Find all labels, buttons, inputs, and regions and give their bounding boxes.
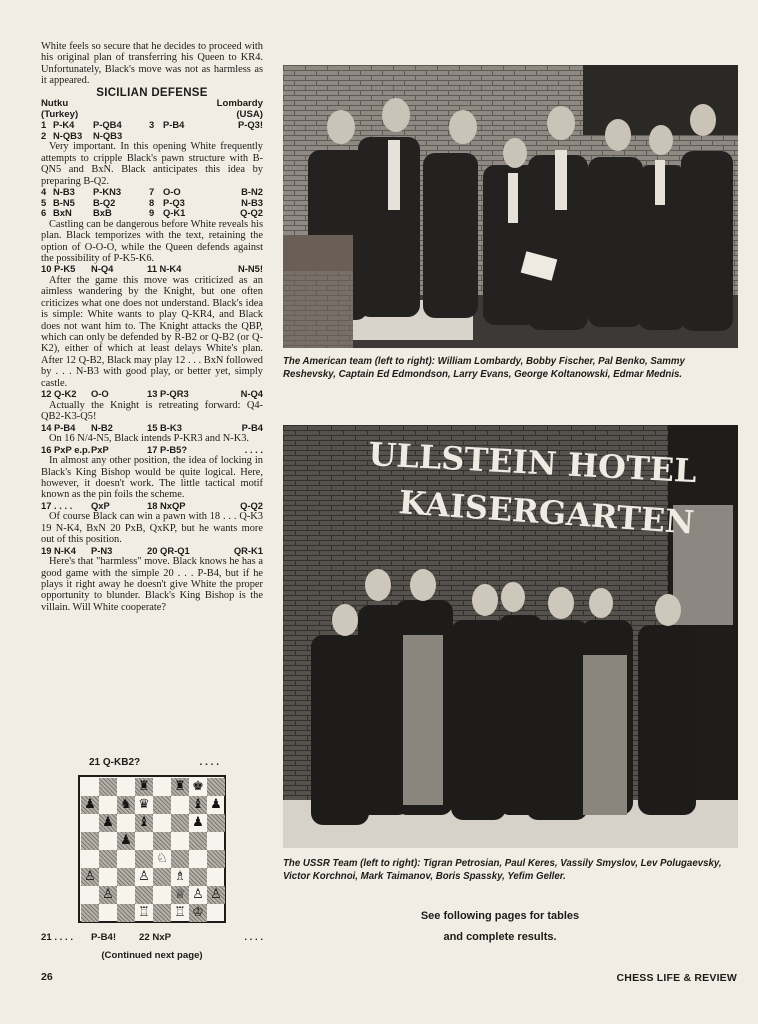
move-cell: 9 <box>149 207 155 219</box>
commentary-7: Of course Black can win a pawn with 18 . . . Q-K3 19 N-K4, BxN 20 PxB, QxKP, but he wants more out of this position. <box>41 511 263 546</box>
commentary-8: Here's that "harmless" move. Black knows he has a good game with the simple 20 . . . P-B4, but if he plays it right away he doesn't give White the proper opportunity to blunder. Black's King Bishop is the villain. Will White cooperate? <box>41 556 263 613</box>
move-cell: Q-Q2 <box>240 207 263 219</box>
board-square <box>99 814 117 832</box>
move-cell: N-QB3 <box>53 129 83 141</box>
chess-piece: ♕ <box>174 887 186 902</box>
move-cell: P-N3 <box>91 544 113 556</box>
diagram-move: 21 Q-KB2? <box>89 757 141 768</box>
board-square <box>189 796 207 814</box>
commentary-4: Actually the Knight is retreating forward: Q4-QB2-K3-Q5! <box>41 399 263 423</box>
move-cell: P-KN3 <box>93 186 122 198</box>
chess-piece: ♚ <box>192 779 204 794</box>
board-square <box>135 778 153 796</box>
chess-piece: ♙ <box>84 869 96 884</box>
board-square <box>81 850 99 868</box>
board-square <box>189 832 207 850</box>
board-square <box>99 904 117 922</box>
board-square <box>207 904 225 922</box>
chess-piece: ♟ <box>84 797 96 812</box>
board-square <box>171 850 189 868</box>
move-cell: 7 <box>149 186 155 198</box>
move-cell: B-Q2 <box>93 196 116 208</box>
moves-block-f <box>41 445 263 456</box>
chess-piece: ♟ <box>210 797 222 812</box>
board-square <box>135 904 153 922</box>
board-square <box>171 886 189 904</box>
chess-diagram <box>78 775 226 923</box>
move-cell: 11 N-K4 <box>147 263 182 275</box>
board-square <box>171 904 189 922</box>
board-square <box>81 778 99 796</box>
move-cell: 14 P-B4 <box>41 421 76 433</box>
move-cell: 15 B-K3 <box>147 421 182 433</box>
white-country: (Turkey) <box>41 108 79 120</box>
move-cell: B-N5 <box>53 196 75 208</box>
move-cell: 10 P-K5 <box>41 263 76 275</box>
board-square <box>189 904 207 922</box>
move-cell: P-K4 <box>53 119 75 131</box>
move-cell: P-Q3! <box>237 119 263 131</box>
move-cell: 6 <box>41 207 47 219</box>
move-cell: BxB <box>93 207 112 219</box>
continued-note: (Continued next page) <box>101 950 203 961</box>
chess-piece: ♝ <box>138 815 150 830</box>
chess-piece: ♖ <box>174 905 186 920</box>
moves-block-c <box>41 264 263 275</box>
board-square <box>117 778 135 796</box>
move-cell: 2 <box>41 129 47 141</box>
american-team-caption: The American team (left to right): William Lombardy, Bobby Fischer, Pal Benko, Sammy Reshevsky, Captain Ed Edmondson, Larry Evans, George Koltanowski, Edmar Mednis. <box>283 356 685 381</box>
board-square <box>171 814 189 832</box>
board-square <box>153 814 171 832</box>
board-square <box>81 832 99 850</box>
move-cell <box>163 131 203 142</box>
board-square <box>135 832 153 850</box>
move-cell: N-B3 <box>53 186 75 198</box>
move-cell: BxN <box>53 207 72 219</box>
move-cell: P-B4! <box>91 932 117 943</box>
board-square <box>153 868 171 886</box>
move-cell: 4 <box>41 186 47 198</box>
move-cell: 1 <box>41 119 47 131</box>
move-cell: N-Q4 <box>240 388 263 400</box>
article-column <box>41 41 263 613</box>
see-line-2: and complete results. <box>443 931 557 943</box>
chess-piece: ♙ <box>102 887 114 902</box>
board-square <box>153 778 171 796</box>
move-cell: O-O <box>91 388 109 400</box>
hotel-sign-line-2: KAISERGARTEN <box>397 483 696 542</box>
board-square <box>135 796 153 814</box>
chess-piece: ♜ <box>138 779 150 794</box>
board-square <box>117 814 135 832</box>
board-square <box>189 814 207 832</box>
move-cell: 12 Q-K2 <box>41 388 77 400</box>
move-cell: P-B4 <box>163 119 185 131</box>
move-cell: QxP <box>91 499 110 511</box>
move-cell: Q-Q2 <box>240 499 263 511</box>
board-square <box>207 796 225 814</box>
board-square <box>189 850 207 868</box>
move-cell: 20 QR-Q1 <box>147 544 190 556</box>
move-cell: 21 . . . . <box>41 932 73 943</box>
board-square <box>117 904 135 922</box>
move-cell: N-QB3 <box>93 129 123 141</box>
board-square <box>135 868 153 886</box>
commentary-2: Castling can be dangerous before White reveals his plan. Black temporizes with the text, retaining the option of O-O-O, while the Queen defends against the possibility of P-K5-K6. <box>41 218 263 265</box>
chess-piece: ♘ <box>156 851 168 866</box>
board-square <box>171 796 189 814</box>
diagram-caption <box>89 757 219 768</box>
board-square <box>171 868 189 886</box>
board-square <box>99 868 117 886</box>
board-square <box>189 886 207 904</box>
diagram-dots: . . . . <box>199 757 219 768</box>
black-country: (USA) <box>236 108 263 120</box>
chess-piece: ♖ <box>138 905 150 920</box>
chess-piece: ♟ <box>120 833 132 848</box>
board-square <box>99 850 117 868</box>
board-square <box>99 778 117 796</box>
move-cell <box>203 131 263 142</box>
opening-heading: SICILIAN DEFENSE <box>96 86 208 99</box>
board-square <box>189 868 207 886</box>
move-cell: 13 P-QR3 <box>147 388 189 400</box>
move-cell: QR-K1 <box>233 544 263 556</box>
chess-piece: ♞ <box>120 797 132 812</box>
move-cell: O-O <box>163 186 181 198</box>
move-cell: N-B2 <box>91 421 113 433</box>
move-cell: 8 <box>149 196 155 208</box>
commentary-1: Very important. In this opening White frequently attempts to cripple Black's pawn structure with B-QN5 and BxN. Black anticipates this idea by preparing B-Q2. <box>41 141 263 187</box>
move-cell: N-B3 <box>241 196 263 208</box>
moves-block-h <box>41 546 263 557</box>
move-cell: 17 . . . . <box>41 499 73 511</box>
move-cell: . . . . <box>244 932 263 943</box>
move-cell: B-N2 <box>241 186 263 198</box>
board-square <box>153 850 171 868</box>
board-square <box>81 814 99 832</box>
move-cell: 3 <box>149 119 155 131</box>
board-square <box>207 868 225 886</box>
chess-piece: ♗ <box>174 869 186 884</box>
move-cell: P-B4 <box>241 421 263 433</box>
chess-piece: ♔ <box>192 905 204 920</box>
page-number: 26 <box>41 971 53 983</box>
board-square <box>207 832 225 850</box>
magazine-title: CHESS LIFE & REVIEW <box>616 972 737 984</box>
board-square <box>81 868 99 886</box>
board-square <box>135 814 153 832</box>
board-square <box>81 904 99 922</box>
move-cell: Q-K1 <box>163 207 186 219</box>
commentary-3: After the game this move was criticized as an aimless wandering by the Knight, but one often criticizes what one does not understand. Black's idea is simple: White wants to play Q-KR4, and Black does not want him to. The Knight attacks the QBP, which can only be defended by R-B2 or Q-B2 (or Q-K2), either of which at least delays White's plan. After 12 Q-B2, Black may play 12 . . . BxN followed by . . . N-B3 with good play, or better yet, simply castle. <box>41 275 263 389</box>
intro-paragraph: White feels so secure that he decides to proceed with his original plan of transferring his Queen to KR4. Unfortunately, Black's move was not as harmless as it appeared. <box>41 41 263 87</box>
white-player: Nutku <box>41 98 69 110</box>
moves-block-e <box>41 423 263 434</box>
move-cell: 17 P-B5? <box>147 443 188 455</box>
move-cell: 16 PxP e.p. <box>41 443 91 455</box>
board-square <box>117 886 135 904</box>
board-square <box>189 778 207 796</box>
board-square <box>99 832 117 850</box>
board-square <box>99 796 117 814</box>
ussr-team-caption: The USSR Team (left to right): Tigran Petrosian, Paul Keres, Vassily Smyslov, Lev Polugaevsky, Victor Korchnoi, Mark Taimanov, Boris Spassky, Yefim Geller. <box>283 858 722 883</box>
board-square <box>207 886 225 904</box>
board-square <box>117 850 135 868</box>
board-square <box>153 904 171 922</box>
see-following-note <box>360 906 640 948</box>
chess-piece: ♙ <box>138 869 150 884</box>
move-cell: PxP <box>91 443 109 455</box>
moves-block-a <box>41 120 263 141</box>
board-square <box>207 778 225 796</box>
chess-piece: ♙ <box>210 887 222 902</box>
ussr-team-photo <box>283 425 738 848</box>
chess-piece: ♛ <box>138 797 150 812</box>
board-square <box>81 796 99 814</box>
moves-block-b <box>41 187 263 219</box>
board-square <box>207 850 225 868</box>
board-square <box>207 814 225 832</box>
board-square <box>99 886 117 904</box>
move-cell: 5 <box>41 196 47 208</box>
board-square <box>153 886 171 904</box>
board-square <box>81 886 99 904</box>
board-square <box>153 796 171 814</box>
commentary-5: On 16 N/4-N5, Black intends P-KR3 and N-K3. <box>49 433 249 445</box>
move-cell: 19 N-K4 <box>41 544 76 556</box>
chess-piece: ♟ <box>192 815 204 830</box>
chess-piece: ♜ <box>174 779 186 794</box>
see-line-1: See following pages for tables <box>420 910 580 922</box>
board-square <box>117 868 135 886</box>
move-cell: N-N5! <box>238 263 263 275</box>
move-cell: N-Q4 <box>91 263 114 275</box>
move-cell <box>149 131 163 142</box>
black-player: Lombardy <box>216 98 263 110</box>
moves-block-d <box>41 389 263 400</box>
american-team-photo <box>283 65 738 348</box>
move-cell: P-QB4 <box>93 119 122 131</box>
move-cell: . . . . <box>244 443 263 455</box>
move-cell: P-Q3 <box>163 196 185 208</box>
commentary-6: In almost any other position, the idea of locking in Black's King Bishop would be quite logical. Here, however, it doesn't work. The little tactical motif known as the pin foils the scheme. <box>41 455 263 501</box>
move-cell: 22 NxP <box>139 932 171 943</box>
board-square <box>117 796 135 814</box>
move-cell: 18 NxQP <box>147 499 186 511</box>
chess-piece: ♙ <box>192 887 204 902</box>
hotel-sign-line-1: ULLSTEIN HOTEL <box>367 435 698 491</box>
moves-after-diagram <box>41 932 263 943</box>
board-square <box>153 832 171 850</box>
board-square <box>171 832 189 850</box>
board-square <box>117 832 135 850</box>
moves-block-g <box>41 501 263 512</box>
chess-piece: ♟ <box>102 815 114 830</box>
chess-piece: ♝ <box>192 797 204 812</box>
board-square <box>135 850 153 868</box>
board-square <box>135 886 153 904</box>
board-square <box>171 778 189 796</box>
chess-board <box>81 778 225 922</box>
